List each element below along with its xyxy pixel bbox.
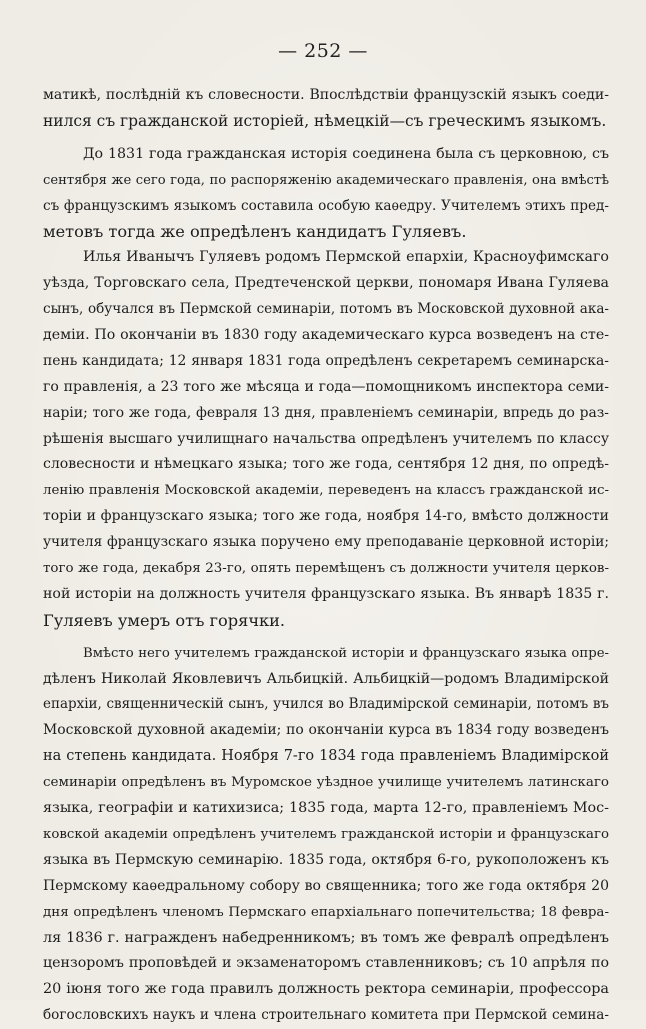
text-line: цензоромъ проповѣдей и экзаменаторомъ ставленниковъ; съ 10 апрѣля по <box>43 955 609 972</box>
text-line: дня опредѣленъ членомъ Пермскаго епархіальнаго попечительства; 18 февра- <box>43 904 609 920</box>
text-line: рѣшенія высшаго училищнаго начальства опредѣленъ учителемъ по классу <box>43 430 609 447</box>
text-line: ля 1836 г. награжденъ набедренникомъ; въ томъ же февралѣ опредѣленъ <box>43 929 609 946</box>
text-line: пень кандидата; 12 января 1831 года опредѣленъ секретаремъ семинарска- <box>43 352 609 369</box>
text-line: епархіи, священническій сынъ, учился во Владимірской семинаріи, потомъ въ <box>43 696 609 713</box>
text-line: Илья Иванычъ Гуляевъ родомъ Пермской епархіи, Красноуфимскаго <box>83 249 609 266</box>
paragraph <box>43 142 609 246</box>
text-line: словесности и нѣмецкаго языка; того же года, сентября 12 дня, по опредѣ- <box>43 456 609 473</box>
text-line: торіи и французскаго языка; того же года, ноября 14-го, вмѣсто должности <box>43 508 609 525</box>
text-line: нился съ гражданской исторіей, нѣмецкій—съ греческимъ языкомъ. <box>43 111 607 130</box>
body-text <box>43 83 609 1029</box>
text-line: матикѣ, послѣдній къ словесности. Впослѣдствіи французскій языкъ соеди- <box>43 87 609 103</box>
paragraph <box>43 641 609 1029</box>
text-line: Вмѣсто него учителемъ гражданской исторіи и французскаго языка опре- <box>83 645 609 661</box>
text-line: Гуляевъ умеръ отъ горячки. <box>43 610 286 630</box>
paragraph <box>43 245 609 633</box>
page-number: — 252 — <box>278 40 368 62</box>
text-line: 20 іюня того же года правилъ должность ректора семинаріи, профессора <box>43 981 609 998</box>
text-line: уѣзда, Торговскаго села, Предтеченской церкви, пономаря Ивана Гуляева <box>43 275 609 292</box>
text-line: языка въ Пермскую семинарію. 1835 года, октября 6-го, рукоположенъ къ <box>43 851 609 868</box>
text-line: съ французскимъ языкомъ составила особую каѳедру. Учителемъ этихъ пред- <box>43 197 609 214</box>
text-line: ленію правленія Московской академіи, переведенъ на классъ гражданской ис- <box>43 483 609 499</box>
text-line: деміи. По окончаніи въ 1830 году академическаго курса возведенъ на сте- <box>43 327 609 344</box>
text-line: богословскихъ наукъ и члена строительнаго комитета при Пермской семина- <box>43 1007 609 1024</box>
text-line: ной исторіи на должность учителя французскаго языка. Въ январѣ 1835 г. <box>43 585 609 602</box>
text-line: го правленія, а 23 того же мѣсяца и года—помощникомъ инспектора семи- <box>43 378 609 395</box>
text-line: Пермскому каѳедральному собору во священника; того же года октября 20 <box>43 877 609 894</box>
text-line: учителя французскаго языка поручено ему преподаваніе церковной исторіи; <box>43 534 609 551</box>
paragraph <box>43 83 609 135</box>
text-line: того же года, декабря 23-го, опять перемѣщенъ съ должности учителя церков- <box>43 561 609 577</box>
text-line: языка, географіи и катихизиса; 1835 года, марта 12-го, правленіемъ Мос- <box>43 800 609 817</box>
text-line: дѣленъ Николай Яковлевичъ Альбицкій. Альбицкій—родомъ Владимірской <box>43 670 609 687</box>
text-line: ковской академіи опредѣленъ учителемъ гражданской исторіи и французскаго <box>43 826 609 842</box>
text-line: До 1831 года гражданская исторія соединена была съ церковною, съ <box>83 145 609 162</box>
text-line: метовъ тогда же опредѣленъ кандидатъ Гуляевъ. <box>43 222 467 242</box>
text-line: Московской духовной академіи; по окончаніи курса въ 1834 году возведенъ <box>43 722 609 739</box>
text-line: на степень кандидата. Ноября 7-го 1834 года правленіемъ Владимірской <box>43 748 609 765</box>
text-line: наріи; того же года, февраля 13 дня, правленіемъ семинаріи, впредь до раз- <box>43 404 609 421</box>
text-line: сентября же сего года, по распоряженію академическаго правленія, она вмѣстѣ <box>43 172 609 188</box>
text-line: семинаріи опредѣленъ въ Муромское уѣздное училище учителемъ латинскаго <box>43 775 609 791</box>
text-line: сынъ, обучался въ Пермской семинаріи, потомъ въ Московской духовной ака- <box>43 301 609 318</box>
